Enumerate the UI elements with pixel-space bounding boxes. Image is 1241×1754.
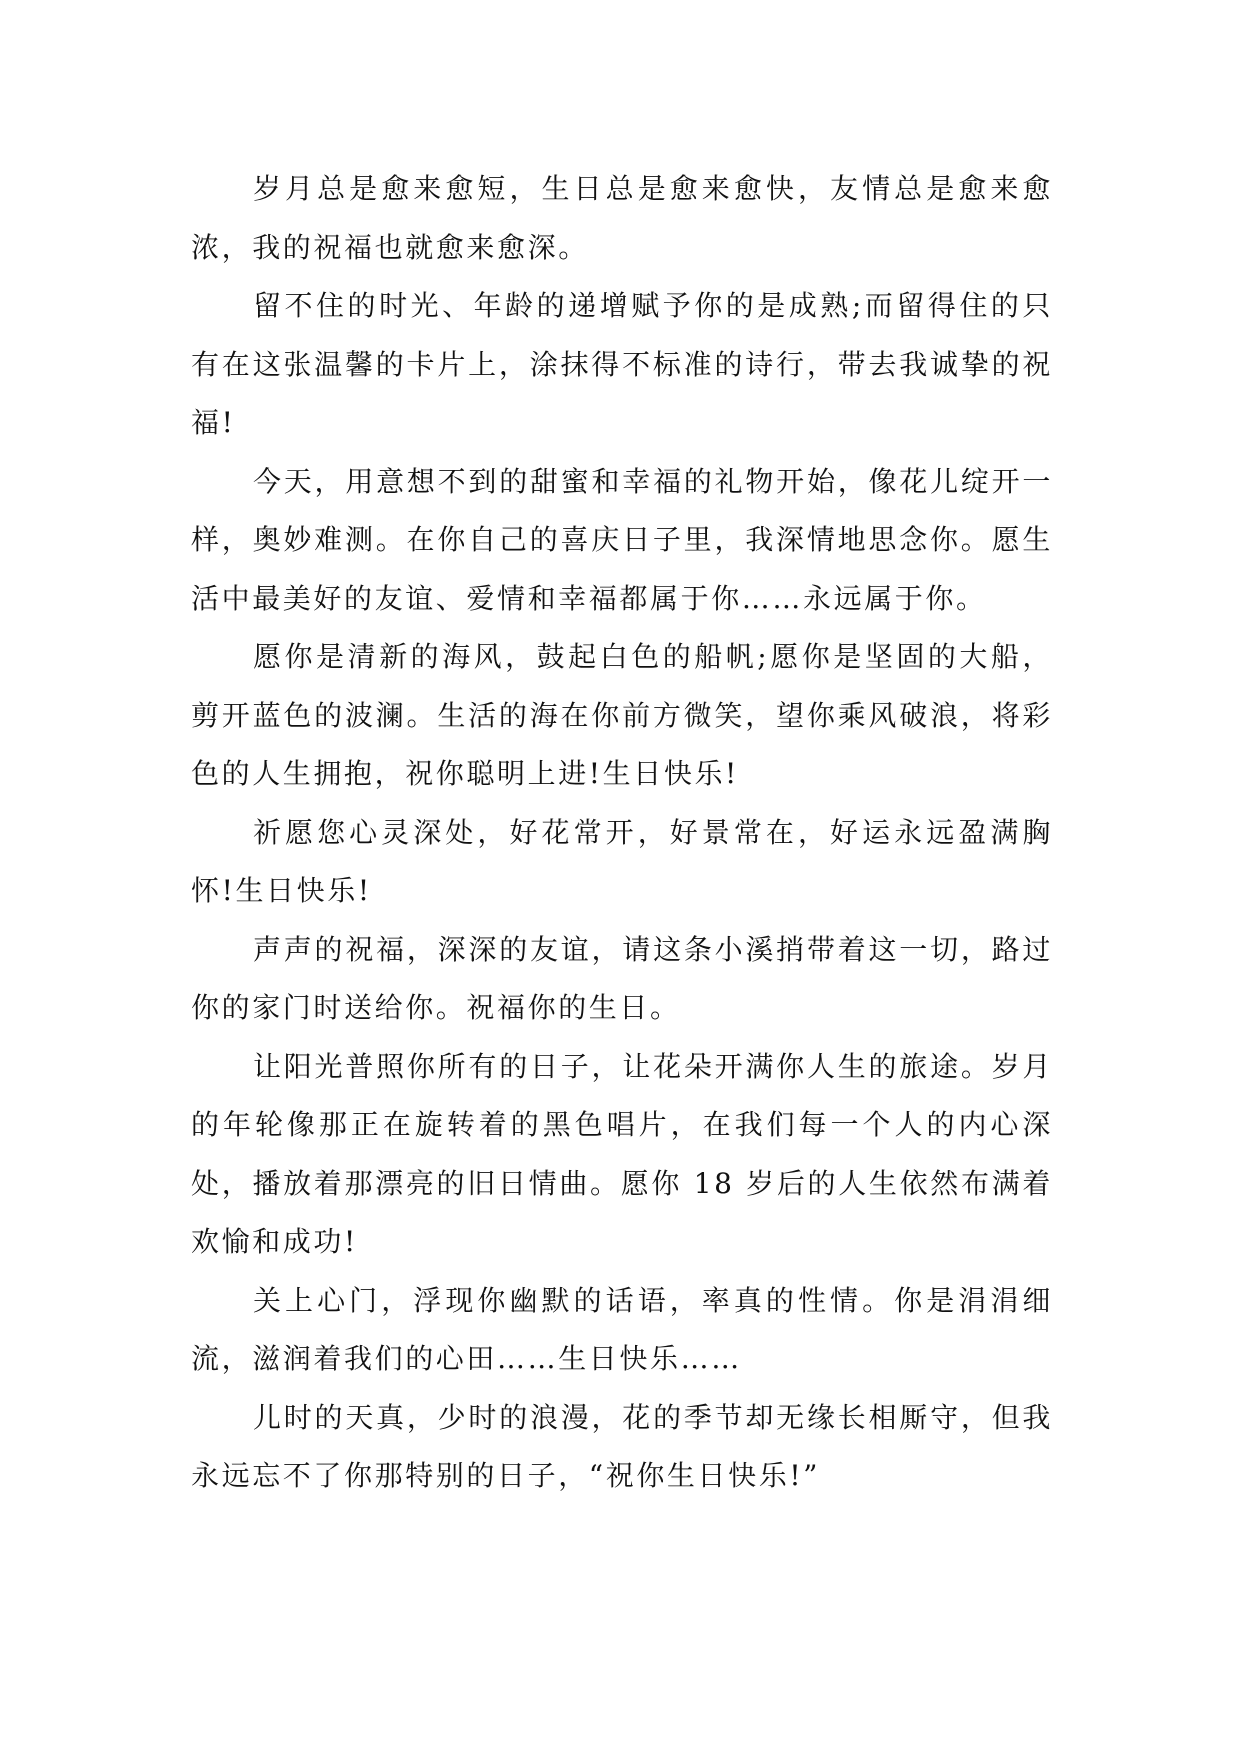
paragraph-3: 今天，用意想不到的甜蜜和幸福的礼物开始，像花儿绽开一样，奥妙难测。在你自己的喜庆日子里，我深情地思念你。愿生活中最美好的友谊、爱情和幸福都属于你……永远属于你。 xyxy=(191,464,1053,615)
paragraph-5: 祈愿您心灵深处，好花常开，好景常在，好运永远盈满胸怀!生日快乐! xyxy=(191,815,1053,907)
document-body xyxy=(191,160,1053,1506)
paragraph-7: 让阳光普照你所有的日子，让花朵开满你人生的旅途。岁月的年轮像那正在旋转着的黑色唱片，在我们每一个人的内心深处，播放着那漂亮的旧日情曲。愿你 18 岁后的人生依然布满着欢愉和成功! xyxy=(191,1049,1053,1258)
paragraph-2: 留不住的时光、年龄的递增赋予你的是成熟;而留得住的只有在这张温馨的卡片上，涂抹得不标准的诗行，带去我诚挚的祝福! xyxy=(191,289,1053,439)
paragraph-9: 儿时的天真，少时的浪漫，花的季节却无缘长相厮守，但我永远忘不了你那特别的日子，“祝你生日快乐!” xyxy=(191,1400,1053,1492)
paragraph-6: 声声的祝福，深深的友谊，请这条小溪捎带着这一切，路过你的家门时送给你。祝福你的生日。 xyxy=(191,932,1053,1024)
paragraph-1: 岁月总是愈来愈短，生日总是愈来愈快，友情总是愈来愈浓，我的祝福也就愈来愈深。 xyxy=(191,172,1053,264)
paragraph-4: 愿你是清新的海风，鼓起白色的船帆;愿你是坚固的大船，剪开蓝色的波澜。生活的海在你前方微笑，望你乘风破浪，将彩色的人生拥抱，祝你聪明上进!生日快乐! xyxy=(191,640,1053,790)
paragraph-8: 关上心门，浮现你幽默的话语，率真的性情。你是涓涓细流，滋润着我们的心田……生日快乐…… xyxy=(191,1283,1053,1375)
